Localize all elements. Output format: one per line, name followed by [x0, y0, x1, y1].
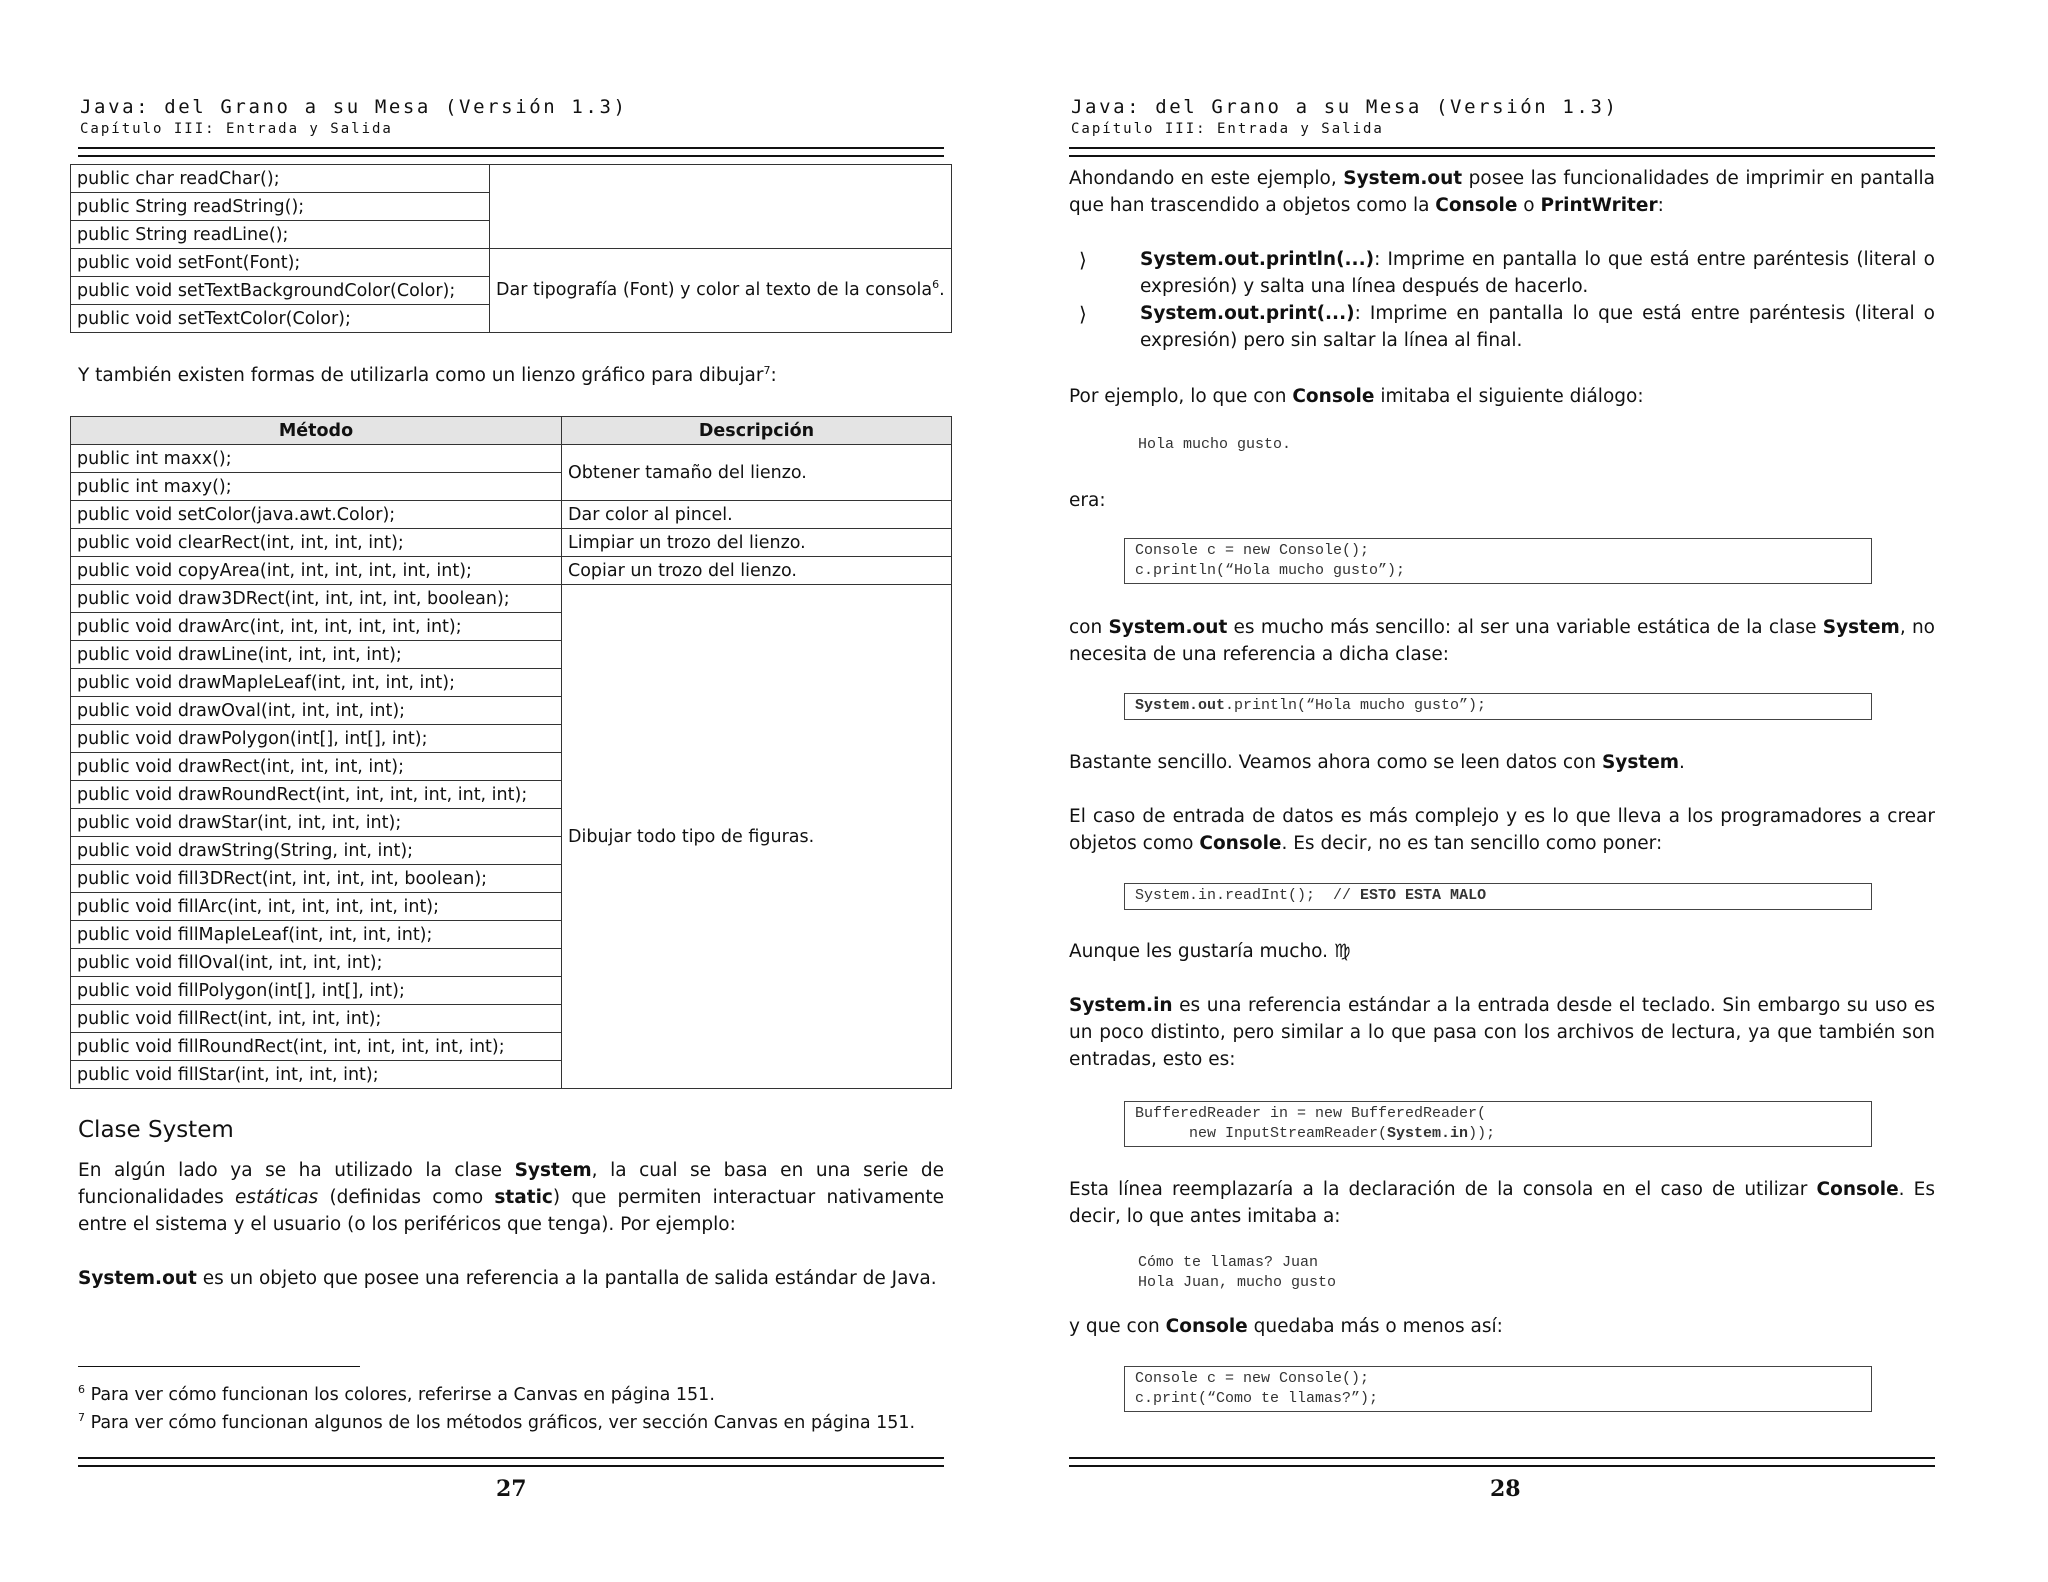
table-cell: public void drawOval(int, int, int, int); — [71, 697, 562, 725]
table-cell: public void fillOval(int, int, int, int); — [71, 949, 562, 977]
footnote: $^6$ Para ver cómo funcionan los colores, referirse a Canvas en página 151. — [78, 1383, 715, 1405]
table-cell: public void setTextBackgroundColor(Color); — [71, 277, 490, 305]
paragraph: Y también existen formas de utilizarla como un lienzo gráfico para dibujar$^7$: — [78, 363, 777, 386]
table-cell-description: Dar tipografía (Font) y color al texto de la consola$^6$. — [490, 249, 952, 333]
table-cell: public char readChar(); — [71, 165, 490, 193]
canvas-methods-table — [70, 416, 952, 1089]
page-number: 27 — [496, 1476, 527, 1502]
table-cell: public void drawMapleLeaf(int, int, int, int); — [71, 669, 562, 697]
table-cell: public int maxy(); — [71, 473, 562, 501]
paragraph: Por ejemplo, lo que con Console imitaba el siguiente diálogo: — [1069, 386, 1644, 407]
table-cell: public String readString(); — [71, 193, 490, 221]
code-block: System.in.readInt(); // ESTO ESTA MALO — [1124, 883, 1872, 910]
table-cell: public void fill3DRect(int, int, int, int, boolean); — [71, 865, 562, 893]
paragraph: Bastante sencillo. Veamos ahora como se leen datos con System. — [1069, 752, 1685, 773]
table-cell-description: Copiar un trozo del lienzo. — [562, 557, 952, 585]
table-cell: public void clearRect(int, int, int, int); — [71, 529, 562, 557]
right-page — [1024, 0, 2048, 1582]
paragraph: Ahondando en este ejemplo, System.out posee las funcionalidades de imprimir en pantalla que han trascendido a objetos como la Console o PrintWriter: — [1069, 168, 1935, 216]
footnote: $^7$ Para ver cómo funcionan algunos de los métodos gráficos, ver sección Canvas en página 151. — [78, 1411, 916, 1433]
page-number: 28 — [1490, 1476, 1521, 1502]
table-cell: public void fillRoundRect(int, int, int, int, int, int); — [71, 1033, 562, 1061]
table-cell: public void drawString(String, int, int); — [71, 837, 562, 865]
table-cell: public void fillStar(int, int, int, int); — [71, 1061, 562, 1089]
table-cell: public void fillMapleLeaf(int, int, int, int); — [71, 921, 562, 949]
book-title-header: Java: del Grano a su Mesa (Versión 1.3) — [1071, 96, 1619, 118]
table-cell: public int maxx(); — [71, 445, 562, 473]
code-block: Console c = new Console(); c.println(“Hola mucho gusto”); — [1124, 538, 1872, 584]
list-item: System.out.println(...): Imprime en pantalla lo que está entre paréntesis (literal o expresión) y salta una línea después de hacerlo. — [1140, 249, 1935, 297]
table-cell: public void drawStar(int, int, int, int); — [71, 809, 562, 837]
table-cell-description: Limpiar un trozo del lienzo. — [562, 529, 952, 557]
column-header-description: Descripción — [562, 417, 952, 445]
dialog-sample: Cómo te llamas? Juan Hola Juan, mucho gusto — [1138, 1254, 1337, 1291]
table-cell: public void fillArc(int, int, int, int, int, int); — [71, 893, 562, 921]
table-cell: public void drawPolygon(int[], int[], int); — [71, 725, 562, 753]
chapter-header: Capítulo III: Entrada y Salida — [1071, 121, 1384, 137]
table-cell: public void drawLine(int, int, int, int); — [71, 641, 562, 669]
paragraph: y que con Console quedaba más o menos así: — [1069, 1316, 1503, 1337]
code-block: Console c = new Console(); c.print(“Como te llamas?”); — [1124, 1366, 1872, 1412]
list-item: System.out.print(...): Imprime en pantalla lo que está entre paréntesis (literal o expresión) pero sin saltar la línea al final. — [1140, 303, 1935, 351]
dialog-sample: Hola mucho gusto. — [1138, 436, 1292, 453]
table-cell: public String readLine(); — [71, 221, 490, 249]
table-cell: public void setFont(Font); — [71, 249, 490, 277]
footer-rule — [78, 1457, 944, 1467]
bullet-icon: ⟩ — [1079, 248, 1087, 272]
code-block: System.out.println(“Hola mucho gusto”); — [1124, 693, 1872, 720]
table-cell: public void fillRect(int, int, int, int); — [71, 1005, 562, 1033]
paragraph: con System.out es mucho más sencillo: al ser una variable estática de la clase System, no necesita de una referencia a dicha clase: — [1069, 617, 1935, 665]
header-rule — [1069, 147, 1935, 157]
column-header-method: Método — [71, 417, 562, 445]
table-cell: public void drawArc(int, int, int, int, int, int); — [71, 613, 562, 641]
paragraph: System.in es una referencia estándar a la entrada desde el teclado. Sin embargo su uso es un poco distinto, pero similar a lo que pasa con los archivos de lectura, ya que también son entradas, esto es: — [1069, 995, 1935, 1070]
bullet-icon: ⟩ — [1079, 302, 1087, 326]
table-cell: public void drawRect(int, int, int, int); — [71, 753, 562, 781]
paragraph: Aunque les gustaría mucho. ♍ — [1069, 941, 1351, 962]
table-cell-description: Dibujar todo tipo de figuras. — [562, 585, 952, 1089]
table-cell: public void setTextColor(Color); — [71, 305, 490, 333]
footer-rule — [1069, 1457, 1935, 1467]
footnotes — [78, 1381, 915, 1437]
chapter-header: Capítulo III: Entrada y Salida — [80, 121, 393, 137]
table-cell: public void drawRoundRect(int, int, int, int, int, int); — [71, 781, 562, 809]
table-cell-description: Dar color al pincel. — [562, 501, 952, 529]
table-cell: public void draw3DRect(int, int, int, int, boolean); — [71, 585, 562, 613]
table-cell: public void copyArea(int, int, int, int, int, int); — [71, 557, 562, 585]
paragraph: Esta línea reemplazaría a la declaración de la consola en el caso de utilizar Console. Es decir, lo que antes imitaba a: — [1069, 1179, 1935, 1227]
table-cell-empty — [490, 165, 952, 249]
table-cell: public void fillPolygon(int[], int[], int); — [71, 977, 562, 1005]
table-cell: public void setColor(java.awt.Color); — [71, 501, 562, 529]
header-rule — [78, 147, 944, 157]
footnote-rule — [78, 1366, 360, 1367]
paragraph: era: — [1069, 490, 1106, 511]
paragraph: En algún lado ya se ha utilizado la clase System, la cual se basa en una serie de funcionalidades estáticas (definidas como static) que permiten interactuar nativamente entre el sistema y el usuario (o los periféricos que tenga). Por ejemplo: — [78, 1160, 944, 1235]
book-title-header: Java: del Grano a su Mesa (Versión 1.3) — [80, 96, 628, 118]
console-methods-table — [70, 164, 952, 333]
paragraph: El caso de entrada de datos es más complejo y es lo que lleva a los programadores a crear objetos como Console. Es decir, no es tan sencillo como poner: — [1069, 806, 1935, 854]
paragraph: System.out es un objeto que posee una referencia a la pantalla de salida estándar de Java. — [78, 1268, 937, 1289]
code-block: BufferedReader in = new BufferedReader( new InputStreamReader(System.in)); — [1124, 1101, 1872, 1147]
section-title: Clase System — [78, 1117, 234, 1143]
table-cell-description: Obtener tamaño del lienzo. — [562, 445, 952, 501]
